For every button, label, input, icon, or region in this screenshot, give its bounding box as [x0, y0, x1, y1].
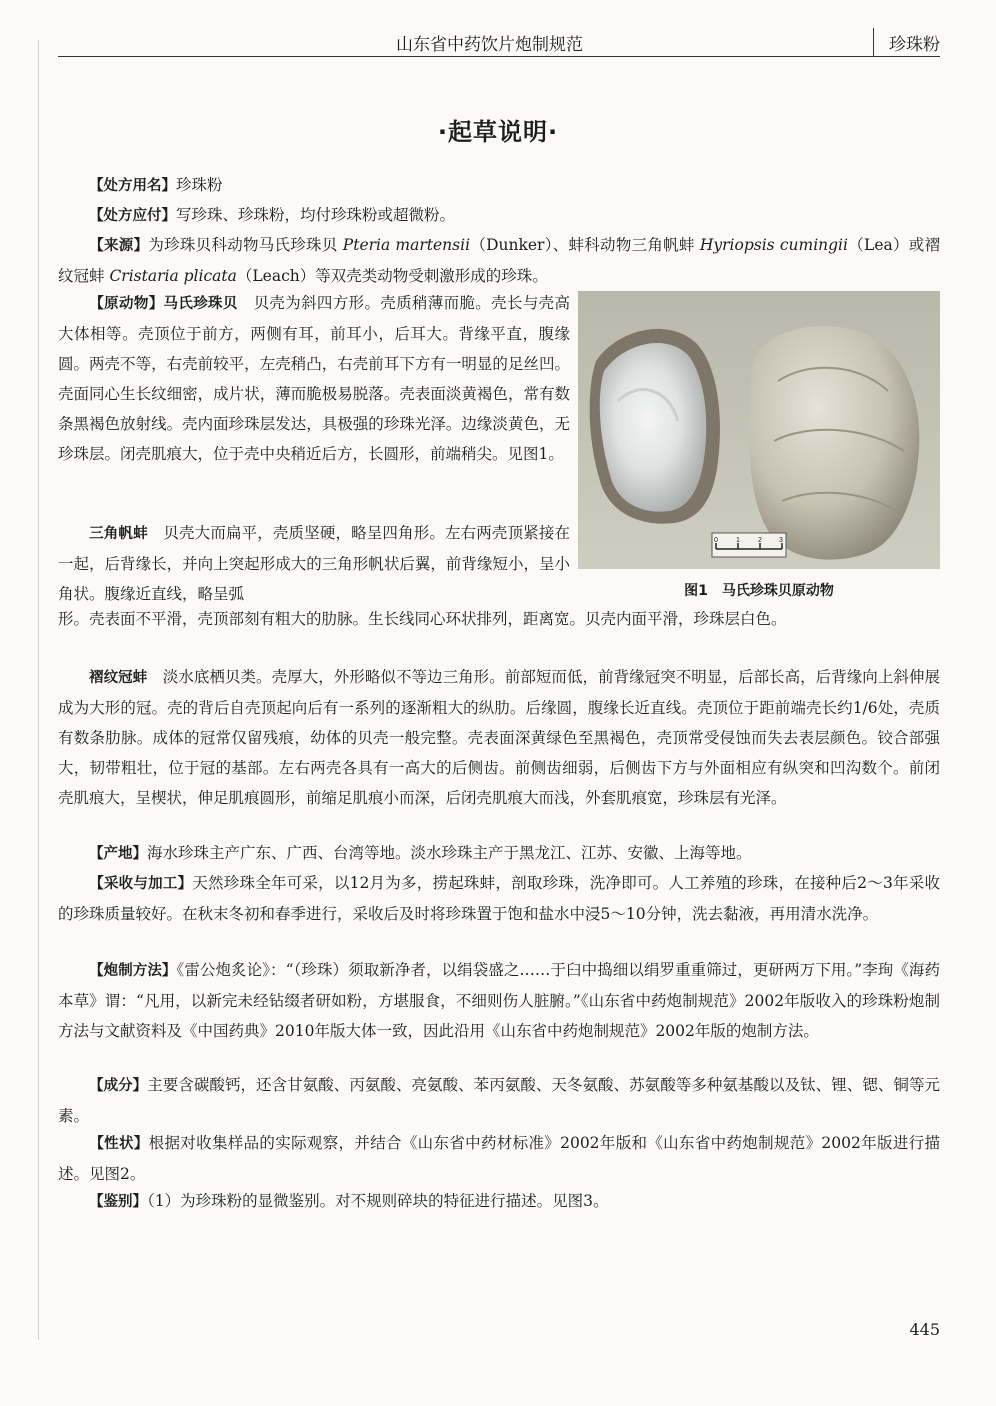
page-number: 445 — [909, 1320, 940, 1339]
item-text: 形。壳表面不平滑，壳顶部刻有粗大的肋脉。生长线同心环状排列，距离宽。贝壳内面平滑，珍珠层白色。 — [58, 610, 787, 628]
item-text: （Leach）等双壳类动物受刺激形成的珍珠。 — [236, 267, 548, 285]
ruler-label: 3 — [779, 537, 783, 544]
species-paragraph-triangle-sail-mussel — [58, 518, 570, 609]
species-paragraph-cockscomb-pearl-mussel — [58, 662, 940, 813]
species-name: 三角帆蚌 — [89, 526, 148, 542]
item-text: 为珍珠贝科动物马氏珍珠贝 — [148, 236, 343, 254]
item-label: 【采收与加工】 — [89, 876, 193, 892]
item-label: 【处方用名】 — [89, 178, 176, 194]
item-origin-animal — [58, 288, 570, 469]
item-text: 珍珠粉 — [176, 176, 223, 194]
figure-caption: 图1 马氏珍珠贝原动物 — [684, 583, 834, 599]
item-text: （1）为珍珠粉的显微鉴别。对不规则碎块的特征进行描述。见图3。 — [147, 1192, 609, 1210]
species-paragraph-continued — [58, 604, 940, 634]
item-label: 【性状】 — [89, 1136, 149, 1152]
item-text: 天然珍珠全年可采，以12月为多，捞起珠蚌，剖取珍珠，洗净即可。人工养殖的珍珠，在接种后2～3年采收的珍珠质量较好。在秋末冬初和春季进行，采收后及时将珍珠置于饱和盐水中浸5～10分钟，洗去黏液，再用清水洗净。 — [58, 874, 940, 923]
header-section-title: 珍珠粉 — [889, 35, 940, 55]
page-title: ·起草说明· — [437, 118, 559, 146]
item-label: 【处方应付】 — [89, 208, 176, 224]
item-rx-name — [58, 170, 940, 201]
running-header — [58, 28, 940, 57]
item-text: （Dunker）、蚌科动物三角帆蚌 — [470, 236, 700, 254]
item-properties — [58, 1128, 940, 1189]
item-label: 【来源】 — [89, 238, 149, 254]
latin-name: Pteria martensii — [342, 236, 471, 254]
item-text: （Lea）或褶纹冠蚌 — [58, 236, 941, 285]
item-label: 【鉴别】 — [89, 1194, 147, 1210]
header-separator — [873, 28, 874, 56]
item-identification — [58, 1186, 940, 1217]
item-text: 《雷公炮炙论》：“（珍珠）须取新净者，以绢袋盛之……于臼中捣细以绢罗重重筛过，更研两万下用。”李珣《海药本草》谓：“凡用，以新完未经钻缀者研如粉，方堪服食，不细则伤人脏腑。”《山东省中药炮制规范》2002年版收入的珍珠粉炮制方法与文献资料及《中国药典》2010年版大体一致，因此沿用《山东省中药炮制规范》2002年版的炮制方法。 — [58, 961, 940, 1040]
figure-photo — [578, 291, 940, 569]
ruler-label: 2 — [758, 537, 762, 544]
item-text: 海水珍珠主产广东、广西、台湾等地。淡水珍珠主产于黑龙江、江苏、安徽、上海等地。 — [147, 844, 752, 862]
item-text: 淡水底栖贝类。壳厚大，外形略似不等边三角形。前部短而低，前背缘冠突不明显，后部长高，后背缘向上斜伸展成为大形的冠。壳的背后自壳顶起向后有一系列的逐渐粗大的纵肋。后缘圆，腹缘长近直线。壳顶位于距前端壳长约1/6处，壳质有数条肋脉。成体的冠常仅留残痕，幼体的贝壳一般完整。壳表面深黄绿色至黑褐色，壳顶常受侵蚀而失去表层颜色。铰合部强大，韧带粗壮，位于冠的基部。左右两壳各具有一高大的后侧齿。前侧齿细弱，后侧齿下方与外面相应有纵突和凹沟数个。前闭壳肌痕大，呈楔状，伸足肌痕圆形，前缩足肌痕小而深，后闭壳肌痕大而浅，外套肌痕宽，珍珠层有光泽。 — [58, 668, 940, 807]
item-method — [58, 955, 940, 1046]
item-label: 【成分】 — [89, 1078, 148, 1094]
item-label: 【产地】 — [89, 846, 147, 862]
item-label: 【炮制方法】 — [89, 963, 177, 979]
species-name: 马氏珍珠贝 — [163, 296, 238, 312]
item-text: 写珍珠、珍珠粉，均付珍珠粉或超微粉。 — [176, 206, 456, 224]
species-name: 褶纹冠蚌 — [89, 670, 148, 686]
item-origin-place — [58, 838, 940, 869]
item-text: 贝壳为斜四方形。壳质稍薄而脆。壳长与壳高大体相等。壳顶位于前方，两侧有耳，前耳小，后耳大。背缘平直，腹缘圆。两壳不等，右壳前较平，左壳稍凸，右壳前耳下方有一明显的足丝凹。壳面同心生长纹细密，成片状，薄而脆极易脱落。壳表面淡黄褐色，常有数条黑褐色放射线。壳内面珍珠层发达，具极强的珍珠光泽。边缘淡黄色，无珍珠层。闭壳肌痕大，位于壳中央稍近后方，长圆形，前端稍尖。见图1。 — [58, 294, 570, 463]
ruler-label: 1 — [736, 537, 740, 544]
item-rx-dispense — [58, 200, 940, 231]
header-book-title: 山东省中药饮片炮制规范 — [396, 35, 583, 55]
item-text: 主要含碳酸钙，还含甘氨酸、丙氨酸、亮氨酸、苯丙氨酸、天冬氨酸、苏氨酸等多种氨基酸以及钛、锂、锶、铜等元素。 — [58, 1076, 940, 1125]
item-harvest — [58, 868, 940, 929]
item-label: 【原动物】 — [89, 296, 164, 312]
item-text: 贝壳大而扁平，壳质坚硬，略呈四角形。左右两壳顶紧接在一起，后背缘长，并向上突起形成大的三角形帆状后翼，前背缘短小，呈小角状。腹缘近直线，略呈弧 — [58, 524, 570, 603]
latin-name: Cristaria plicata — [109, 267, 237, 285]
pearl-oyster-photo — [578, 291, 940, 569]
item-text: 根据对收集样品的实际观察，并结合《山东省中药材标准》2002年版和《山东省中药炮制规范》2002年版进行描述。见图2。 — [58, 1134, 941, 1183]
ruler-label: 0 — [714, 537, 718, 544]
item-source — [58, 230, 940, 291]
scan-gutter-line — [38, 40, 39, 1340]
item-composition — [58, 1070, 940, 1131]
latin-name: Hyriopsis cumingii — [699, 236, 848, 254]
